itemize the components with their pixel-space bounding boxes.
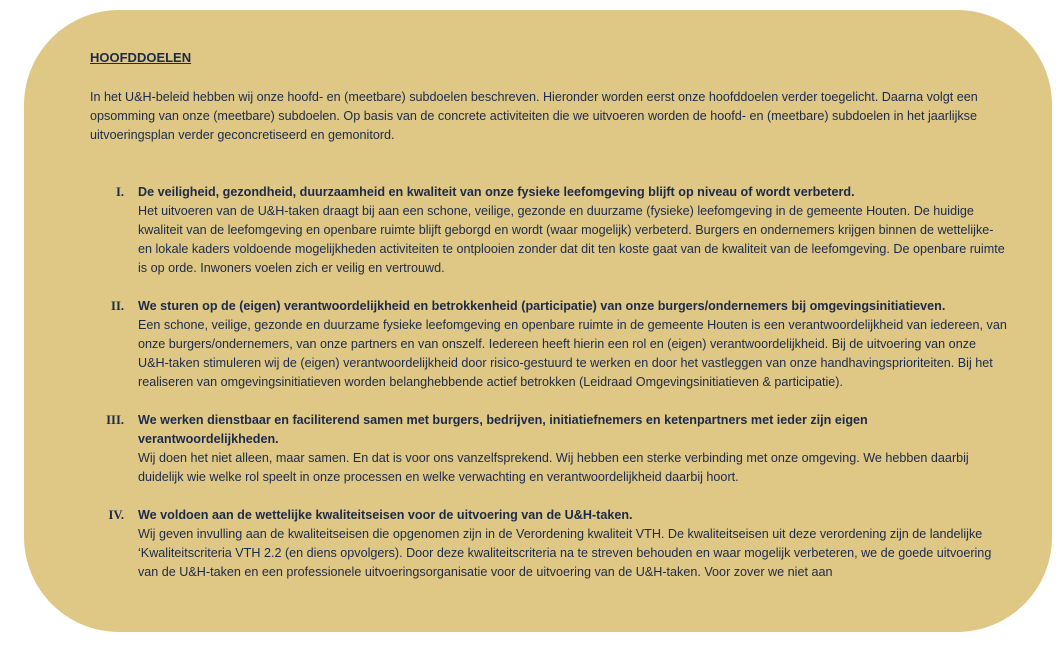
goal-number: IV. — [108, 508, 124, 522]
goal-item-4 — [90, 506, 1010, 582]
document-card — [24, 10, 1052, 632]
goal-title: We werken dienstbaar en faciliterend samen met burgers, bedrijven, initiatiefnemers en ketenpartners met ieder zijn eigen verantwoordelijkheden. — [138, 413, 868, 446]
goal-text: Wij doen het niet alleen, maar samen. En dat is voor ons vanzelfsprekend. Wij hebben een sterke verbinding met onze omgeving. We hebben daarbij duidelijk wie welke rol speelt in onze processen en welke verwachting en verantwoordelijkheid daarbij hoort. — [138, 451, 969, 484]
goal-title: We sturen op de (eigen) verantwoordelijkheid en betrokkenheid (participatie) van onze burgers/ondernemers bij omgevingsinitiatieven. — [138, 299, 946, 313]
goal-text: Het uitvoeren van de U&H-taken draagt bij aan een schone, veilige, gezonde en duurzame (fysieke) leefomgeving in de gemeente Houten. De huidige kwaliteit van de leefomgeving en openbare ruimte blijft geborgd en wordt (waar mogelijk) verbeterd. Burgers en ondernemers krijgen binnen de wettelijke- en lokale kaders voldoende mogelijkheden activiteiten te ontplooien zonder dat dit ten koste gaat van de kwaliteit van de leefomgeving. De openbare ruimte is op orde. Inwoners voelen zich er veilig en vertrouwd. — [138, 204, 1005, 275]
goal-item-3 — [90, 411, 1010, 487]
intro-paragraph: In het U&H-beleid hebben wij onze hoofd- en (meetbare) subdoelen beschreven. Hieronder worden eerst onze hoofddoelen verder toegelicht. Daarna volgt een opsomming van onze (meetbare) subdoelen. Op basis van de concrete activiteiten die we uitvoeren worden de hoofd- en (meetbare) subdoelen in het jaarlijkse uitvoeringsplan verder geconcretiseerd en gemonitord. — [90, 90, 978, 142]
section-heading: HOOFDDOELEN — [90, 50, 192, 65]
goal-title: De veiligheid, gezondheid, duurzaamheid en kwaliteit van onze fysieke leefomgeving blijft op niveau of wordt verbeterd. — [138, 185, 855, 199]
goal-number: II. — [111, 299, 124, 313]
goal-number: I. — [115, 185, 124, 199]
document-content — [90, 48, 1010, 601]
goal-item-2 — [90, 297, 1010, 392]
goal-title: We voldoen aan de wettelijke kwaliteitseisen voor de uitvoering van de U&H-taken. — [138, 508, 633, 522]
goal-item-1 — [90, 183, 1010, 278]
goal-number: III. — [106, 413, 124, 427]
goal-text: Een schone, veilige, gezonde en duurzame fysieke leefomgeving en openbare ruimte in de gemeente Houten is een verantwoordelijkheid van iedereen, van onze burgers/ondernemers, van onze partners en van onszelf. Iedereen heeft hierin een rol en (eigen) verantwoordelijkheid. Bij de uitvoering van onze U&H-taken stimuleren wij de (eigen) verantwoordelijkheid door risico-gestuurd te werken en door het vastleggen van onze handhavingsprioriteiten. Bij het realiseren van omgevingsinitiatieven worden belanghebbende actief betrokken (Leidraad Omgevingsinitiatieven & participatie). — [138, 318, 1007, 389]
goal-text: Wij geven invulling aan de kwaliteitseisen die opgenomen zijn in de Verordening kwaliteit VTH. De kwaliteitseisen uit deze verordening zijn de landelijke ‘Kwaliteitscriteria VTH 2.2 (en diens opvolgers). Door deze kwaliteitscriteria na te streven behouden en waar mogelijk verbeteren, we de goede uitvoering van de U&H-taken en een professionele uitvoeringsorganisatie voor de uitvoering van de U&H-taken. Voor zover we niet aan — [138, 527, 992, 579]
